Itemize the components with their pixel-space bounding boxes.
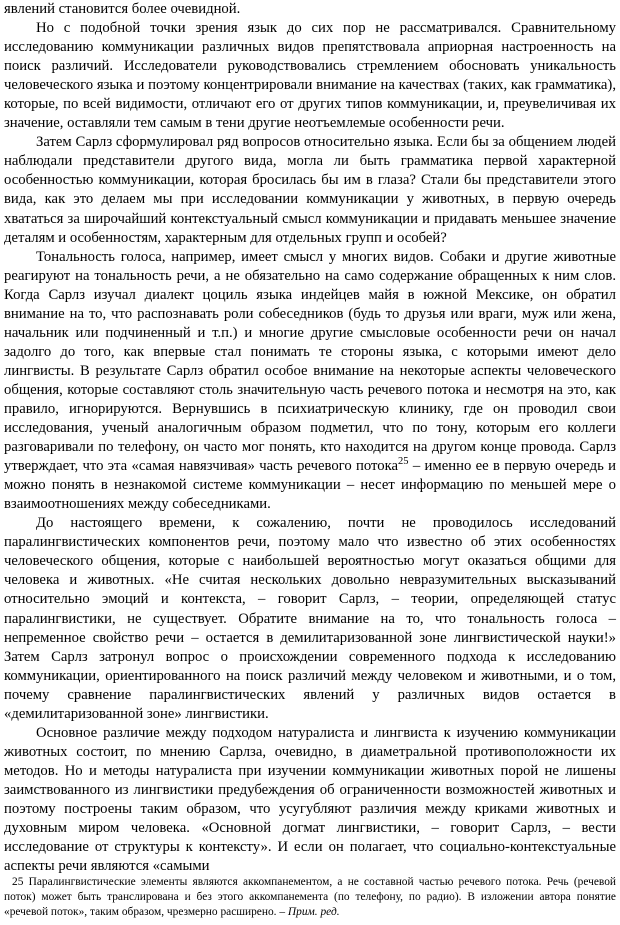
footnote-paragraph	[4, 875, 616, 920]
paragraph-6	[4, 724, 616, 876]
footnote	[4, 875, 616, 920]
paragraph-4-text: Тональность голоса, например, имеет смысл у многих видов. Собаки и другие животные реагируют на тональность речи, а не обязательно на само содержание обращенных к ним слов. Когда Сарлз изучал диалект цоциль языка индейцев майя в южной Мексике, он обратил внимание на то, что распознавать роли собеседников (будь то друзья или враги, муж или жена, начальник или подчиненный и т.п.) и многие другие смысловые особенности речи он начал задолго до того, как впервые стал понимать те стороны языка, с которыми имеют дело лингвисты. В результате Сарлз обратил особое внимание на некоторые аспекты человеческого общения, которые составляют столь значительную часть речевого потока и несмотря на это, как правило, игнорируются. Вернувшись в психиатрическую клинику, где он проводил свои исследования, ученый аналогичным образом подметил, что по тону, которым его коллеги разговаривали по телефону, он часто мог понять, кто находится на другом конце провода. Сарлз утверждает, что эта «самая навязчивая» часть речевого потока	[4, 248, 616, 475]
paragraph-5	[4, 514, 616, 724]
footnote-number: 25	[12, 876, 24, 888]
paragraph-5-text: До настоящего времени, к сожалению, почти не проводилось исследований паралингвистических компонентов речи, поэтому мало что известно об этих особенностях человеческого общения, которые с наибольшей вероятностью могут оказаться общими для человека и животных. «Не считая нескольких довольно невразумительных высказываний относительно эмоций и контекста, – говорит Сарлз, – теории, определяющей статус паралингвистики, не существует. Обратите внимание на то, что тональность голоса – непременное свойство речи – остается в демилитаризованной зоне лингвистической науки!» Затем Сарлз затронул вопрос о происхождении современного подхода к исследованию коммуникации, ориентированного на поиск различий между человеком и животными, и о том, почему сравнение паралингвистических явлений у различных видов остается в «демилитаризованной зоне» лингвистики.	[4, 515, 616, 722]
footnote-editor-note: Прим. ред.	[287, 906, 340, 918]
footnote-reference[interactable]: 25	[398, 456, 409, 468]
paragraph-1	[4, 0, 616, 19]
paragraph-6-text: Основное различие между подходом натуралиста и лингвиста к изучению коммуникации животных состоит, по мнению Сарлза, очевидно, в диаметральной противоположности их методов. Но и методы натуралиста при изучении коммуникации животных порой не лишены заимствованного из лингвистики предубеждения об ограниченности возможностей животных и поэтому построены таким образом, что усугубляют различия между криками животных и духовным миром человека. «Основной догмат лингвистики, – говорит Сарлз, – вести исследование от структуры к контексту». И если он полагает, что социально-контекстуальные аспекты речи являются «самыми	[4, 724, 616, 875]
paragraph-2-text: Но с подобной точки зрения язык до сих пор не рассматривался. Сравнительному исследованию коммуникации различных видов препятствовала априорная настроенность на поиск различий. Исследователи руководствовались стремлением обосновать уникальность человеческого языка и поэтому концентрировали внимание на качествах (таких, как грамматика), которые, по всей видимости, отличают его от других типов коммуникации, и, преувеличивая их значение, оставляли тем самым в тени другие неотъемлемые особенности речи.	[4, 20, 616, 132]
paragraph-2	[4, 19, 616, 133]
page-body	[4, 0, 616, 876]
paragraph-4-text-after: – именно ее в первую очередь и можно понять в незнакомой системе коммуникации – несет информацию по меньшей мере о взаимоотношениях между собеседниками.	[4, 458, 616, 513]
footnote-text: Паралингвистические элементы являются аккомпанементом, а не составной частью речевого потока. Речь (речевой поток) может быть транслирована и без этого аккомпанемента (по телефону, по радио). В изложении автора понятие «речевой поток», таким образом, чрезмерно расширено. –	[4, 876, 616, 918]
paragraph-3	[4, 133, 616, 247]
paragraph-4	[4, 248, 616, 515]
paragraph-3-text: Затем Сарлз сформулировал ряд вопросов относительно языка. Если бы за общением людей наблюдали представители другого вида, могла ли быть грамматика первой характерной особенностью коммуникации, которая бросилась бы им в глаза? Стали бы представители этого вида, как это делаем мы при исследовании коммуникации у животных, в первую очередь хвататься за широчайший контекстуальный смысл коммуникации и придавать меньшее значение деталям и особенностям, характерным для отдельных групп и особей?	[4, 134, 616, 246]
paragraph-1-text: явлений становится более очевидной.	[4, 1, 241, 17]
